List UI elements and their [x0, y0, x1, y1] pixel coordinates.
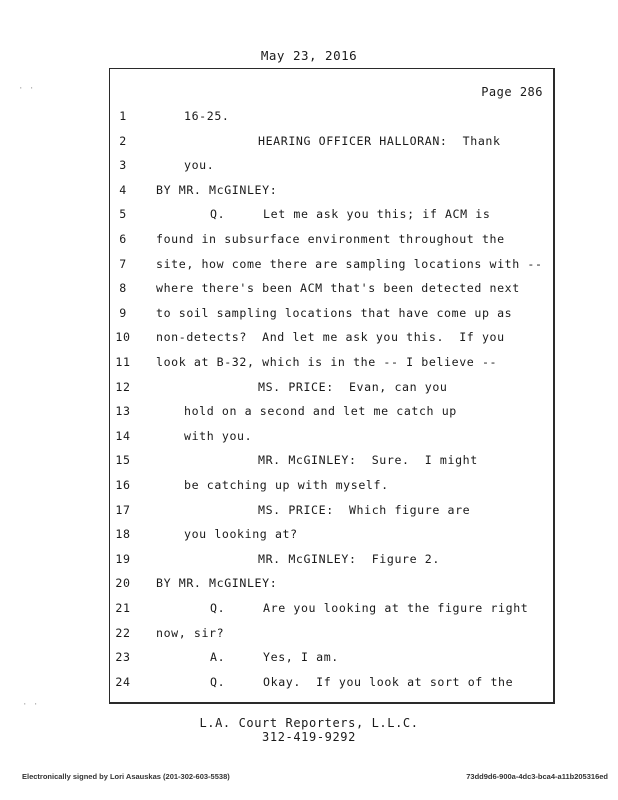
line-text: Q. Okay. If you look at sort of the — [210, 674, 514, 689]
line-text: MS. PRICE: Evan, can you — [258, 379, 448, 394]
page-number: Page 286 — [481, 85, 543, 99]
line-number: 10 — [115, 330, 131, 345]
line-text: be catching up with myself. — [184, 478, 389, 492]
transcript-line — [110, 478, 553, 502]
line-text: you looking at? — [184, 527, 298, 542]
transcript-line — [110, 380, 553, 404]
line-text: BY MR. McGINLEY: — [156, 182, 278, 197]
line-number: 19 — [115, 551, 131, 566]
line-number: 16 — [115, 478, 131, 492]
transcript-line — [110, 503, 553, 527]
scan-speck: · · — [22, 700, 39, 710]
transcript-line — [110, 552, 553, 576]
transcript-line — [110, 134, 553, 158]
line-number: 18 — [115, 527, 131, 542]
line-text: now, sir? — [156, 625, 225, 640]
line-text: site, how come there are sampling locations with -- — [156, 256, 543, 271]
line-text: hold on a second and let me catch up — [184, 404, 457, 419]
line-number: 7 — [119, 256, 127, 271]
line-number: 2 — [119, 133, 127, 148]
line-text: you. — [184, 158, 215, 173]
line-number: 15 — [115, 453, 131, 468]
transcript-line — [110, 601, 553, 625]
transcript-line — [110, 281, 553, 305]
line-text: A. Yes, I am. — [210, 650, 339, 665]
line-text: Q. Are you looking at the figure right — [210, 601, 529, 615]
line-number: 3 — [119, 158, 127, 173]
line-number: 5 — [119, 207, 127, 222]
line-number: 4 — [119, 182, 127, 197]
line-number: 12 — [115, 379, 131, 394]
line-text: 16-25. — [184, 109, 230, 123]
scan-speck: · · — [18, 84, 35, 94]
line-number: 22 — [115, 625, 131, 640]
transcript-line — [110, 183, 553, 207]
line-number: 11 — [115, 355, 131, 369]
line-text: MS. PRICE: Which figure are — [258, 502, 471, 517]
transcript-line — [110, 232, 553, 256]
reporter-phone: 312-419-9292 — [262, 730, 356, 744]
transcript-line — [110, 404, 553, 428]
line-number: 14 — [115, 428, 131, 443]
line-text: BY MR. McGINLEY: — [156, 576, 278, 591]
transcript-line — [110, 330, 553, 354]
transcript-line — [110, 626, 553, 650]
electronic-signature: Electronically signed by Lori Asauskas (201-302-603-5538) — [22, 772, 230, 781]
line-text: Q. Let me ask you this; if ACM is — [210, 207, 491, 222]
transcript-line — [110, 675, 553, 699]
line-text: MR. McGINLEY: Sure. I might — [258, 453, 478, 468]
line-number: 20 — [115, 576, 131, 591]
transcript-line — [110, 207, 553, 231]
reporter-company: L.A. Court Reporters, L.L.C. — [199, 716, 419, 730]
document-hash: 73dd9d6-900a-4dc3-bca4-a11b205316ed — [466, 772, 608, 781]
line-text: found in subsurface environment throughout the — [156, 232, 505, 246]
transcript-page-frame — [109, 68, 555, 704]
transcript-line — [110, 453, 553, 477]
line-number: 23 — [115, 650, 131, 665]
transcript-line — [110, 527, 553, 551]
transcript-line — [110, 257, 553, 281]
line-text: MR. McGINLEY: Figure 2. — [258, 551, 440, 566]
line-number: 21 — [115, 601, 131, 615]
line-number: 1 — [119, 109, 127, 123]
line-text: to soil sampling locations that have come up as — [156, 305, 513, 320]
transcript-line — [110, 109, 553, 133]
line-text: non-detects? And let me ask you this. If you — [156, 330, 505, 345]
line-number: 24 — [115, 674, 131, 689]
line-number: 17 — [115, 502, 131, 517]
transcript-line — [110, 306, 553, 330]
line-number: 8 — [119, 281, 127, 296]
line-number: 13 — [115, 404, 131, 419]
transcript-date: May 23, 2016 — [260, 48, 358, 63]
line-text: where there's been ACM that's been detected next — [156, 281, 520, 296]
transcript-line — [110, 576, 553, 600]
line-number: 9 — [119, 305, 127, 320]
transcript-line — [110, 650, 553, 674]
transcript-line — [110, 355, 553, 379]
line-text: with you. — [184, 428, 253, 443]
line-text: HEARING OFFICER HALLORAN: Thank — [258, 133, 501, 148]
transcript-line — [110, 158, 553, 182]
transcript-line — [110, 429, 553, 453]
line-text: look at B-32, which is in the -- I believe -- — [156, 355, 498, 369]
line-number: 6 — [119, 232, 127, 246]
